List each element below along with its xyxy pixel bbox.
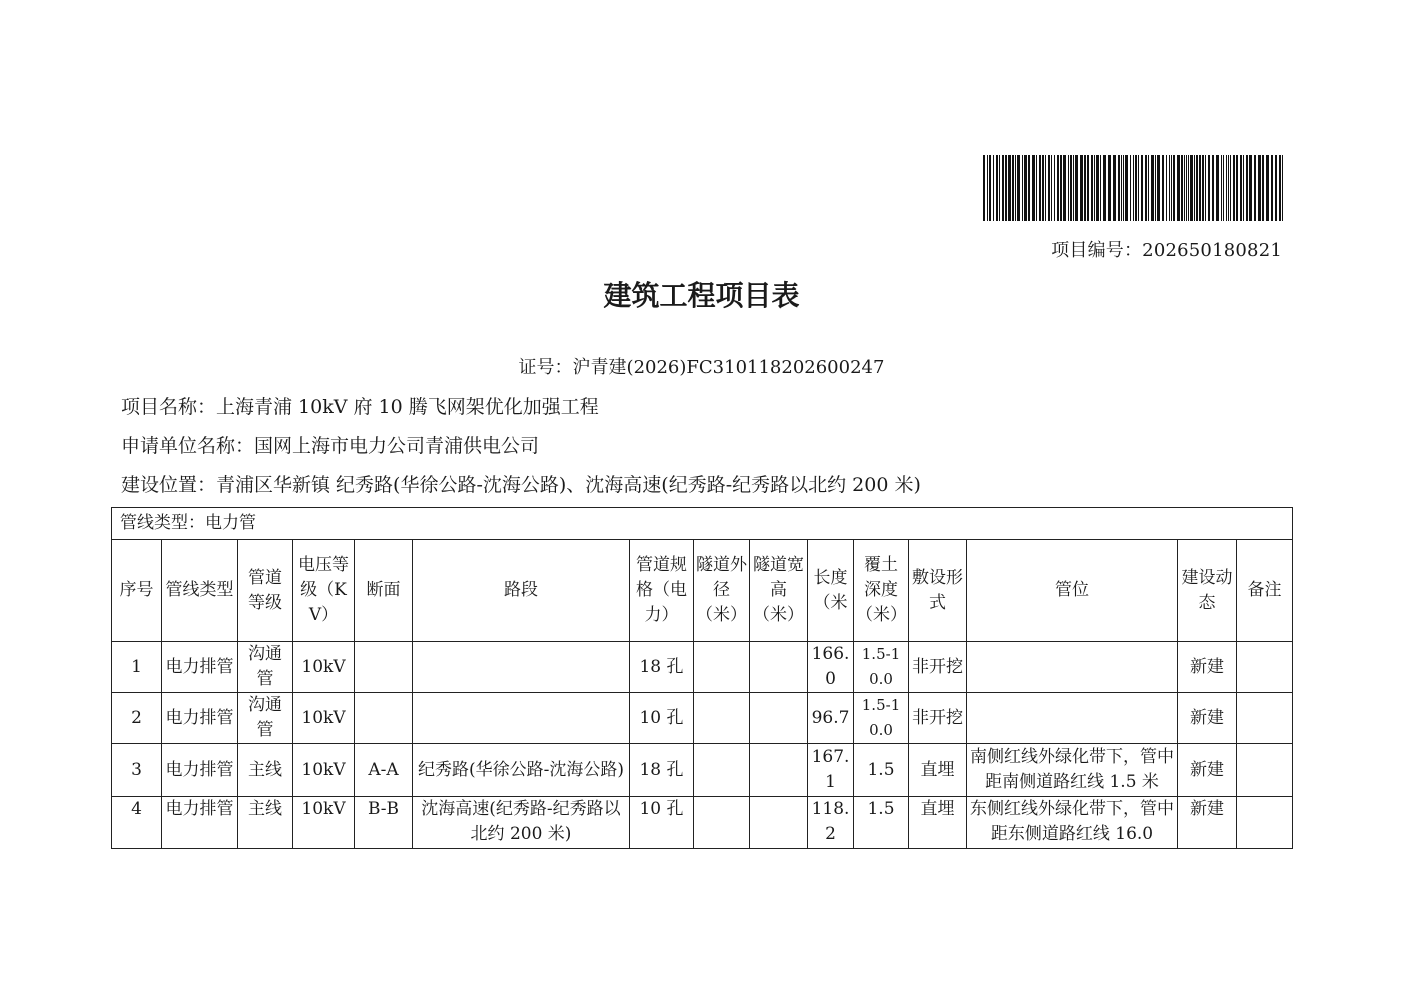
cell-section: A-A xyxy=(355,744,413,797)
header-remark: 备注 xyxy=(1237,540,1293,642)
cell-remark xyxy=(1237,642,1293,693)
cell-segment: 沈海高速(纪秀路-纪秀路以北约 200 米) xyxy=(413,797,630,849)
cell-seq: 3 xyxy=(112,744,162,797)
project-number-value: 202650180821 xyxy=(1142,240,1282,261)
header-position: 管位 xyxy=(967,540,1178,642)
cell-tunnel-wh xyxy=(750,744,808,797)
cell-seq: 4 xyxy=(112,797,162,849)
cell-segment: 纪秀路(华徐公路-沈海公路) xyxy=(413,744,630,797)
cell-line-type: 电力排管 xyxy=(162,693,238,744)
cell-line-type: 电力排管 xyxy=(162,642,238,693)
cell-cover-depth: 1.5 xyxy=(854,797,909,849)
cell-position: 东侧红线外绿化带下，管中距东侧道路红线 16.0 xyxy=(967,797,1178,849)
pipeline-type-label: 管线类型： xyxy=(120,513,205,533)
header-tunnel-wh: 隧道宽高（米） xyxy=(750,540,808,642)
cell-pipe-spec: 18 孔 xyxy=(630,642,694,693)
cell-laying: 非开挖 xyxy=(909,642,967,693)
cell-voltage: 10kV xyxy=(293,797,355,849)
cell-section xyxy=(355,642,413,693)
project-name-label: 项目名称： xyxy=(121,396,217,418)
cell-length: 167.1 xyxy=(808,744,854,797)
barcode-image xyxy=(983,155,1283,221)
cell-position xyxy=(967,693,1178,744)
header-tunnel-od: 隧道外径（米） xyxy=(694,540,750,642)
cell-cover-depth: 1.5-10.0 xyxy=(854,642,909,693)
header-section: 断面 xyxy=(355,540,413,642)
cell-status: 新建 xyxy=(1178,642,1237,693)
cell-pipe-spec: 10 孔 xyxy=(630,797,694,849)
cell-pipe-grade: 主线 xyxy=(238,744,293,797)
cell-length: 118.2 xyxy=(808,797,854,849)
project-table xyxy=(111,507,1293,849)
project-name-line xyxy=(121,392,599,419)
cell-laying: 非开挖 xyxy=(909,693,967,744)
cell-position xyxy=(967,642,1178,693)
cell-line-type: 电力排管 xyxy=(162,744,238,797)
location-line xyxy=(121,470,921,497)
cell-tunnel-od xyxy=(694,642,750,693)
cell-pipe-spec: 10 孔 xyxy=(630,693,694,744)
header-laying: 敷设形式 xyxy=(909,540,967,642)
cell-line-type: 电力排管 xyxy=(162,797,238,849)
cell-cover-depth: 1.5-10.0 xyxy=(854,693,909,744)
header-cover-depth: 覆土深度（米） xyxy=(854,540,909,642)
cell-position: 南侧红线外绿化带下，管中距南侧道路红线 1.5 米 xyxy=(967,744,1178,797)
cell-pipe-grade: 沟通管 xyxy=(238,693,293,744)
cell-status: 新建 xyxy=(1178,693,1237,744)
cell-status: 新建 xyxy=(1178,797,1237,849)
header-pipe-grade: 管道等级 xyxy=(238,540,293,642)
applicant-line xyxy=(121,431,539,458)
table-row xyxy=(112,642,1293,693)
pipeline-type-value: 电力管 xyxy=(205,513,256,533)
cell-pipe-spec: 18 孔 xyxy=(630,744,694,797)
cell-pipe-grade: 沟通管 xyxy=(238,642,293,693)
cell-tunnel-od xyxy=(694,797,750,849)
cell-laying: 直埋 xyxy=(909,797,967,849)
table-row xyxy=(112,693,1293,744)
cell-voltage: 10kV xyxy=(293,693,355,744)
cell-voltage: 10kV xyxy=(293,744,355,797)
table-row xyxy=(112,797,1293,849)
pipeline-type-cell xyxy=(112,508,1293,540)
header-segment: 路段 xyxy=(413,540,630,642)
cell-remark xyxy=(1237,744,1293,797)
cell-seq: 1 xyxy=(112,642,162,693)
cell-voltage: 10kV xyxy=(293,642,355,693)
header-pipe-spec: 管道规格（电力） xyxy=(630,540,694,642)
header-status: 建设动态 xyxy=(1178,540,1237,642)
table-row xyxy=(112,744,1293,797)
cell-cover-depth: 1.5 xyxy=(854,744,909,797)
header-length: 长度（米 xyxy=(808,540,854,642)
location-value: 青浦区华新镇 纪秀路(华徐公路-沈海公路)、沈海高速(纪秀路-纪秀路以北约 200 米) xyxy=(216,474,921,496)
cell-status: 新建 xyxy=(1178,744,1237,797)
cell-segment xyxy=(413,642,630,693)
page-title: 建筑工程项目表 xyxy=(603,279,800,312)
cell-section: B-B xyxy=(355,797,413,849)
certificate-value: 沪青建(2026)FC310118202600247 xyxy=(572,357,885,378)
applicant-value: 国网上海市电力公司青浦供电公司 xyxy=(254,435,540,457)
header-line-type: 管线类型 xyxy=(162,540,238,642)
project-number xyxy=(1051,236,1282,262)
cell-tunnel-od xyxy=(694,693,750,744)
cell-segment xyxy=(413,693,630,744)
cell-section xyxy=(355,693,413,744)
cell-laying: 直埋 xyxy=(909,744,967,797)
header-seq: 序号 xyxy=(112,540,162,642)
location-label: 建设位置： xyxy=(121,474,217,496)
header-voltage: 电压等级（KV） xyxy=(293,540,355,642)
cell-seq: 2 xyxy=(112,693,162,744)
cell-tunnel-wh xyxy=(750,642,808,693)
cell-tunnel-wh xyxy=(750,693,808,744)
cell-tunnel-wh xyxy=(750,797,808,849)
certificate-label: 证号： xyxy=(518,357,573,378)
cell-pipe-grade: 主线 xyxy=(238,797,293,849)
cell-tunnel-od xyxy=(694,744,750,797)
project-name-value: 上海青浦 10kV 府 10 腾飞网架优化加强工程 xyxy=(216,396,599,418)
applicant-label: 申请单位名称： xyxy=(121,435,255,457)
cell-length: 166.0 xyxy=(808,642,854,693)
project-number-label: 项目编号： xyxy=(1051,240,1143,261)
cell-remark xyxy=(1237,797,1293,849)
certificate-number xyxy=(0,353,1403,379)
cell-length: 96.7 xyxy=(808,693,854,744)
cell-remark xyxy=(1237,693,1293,744)
